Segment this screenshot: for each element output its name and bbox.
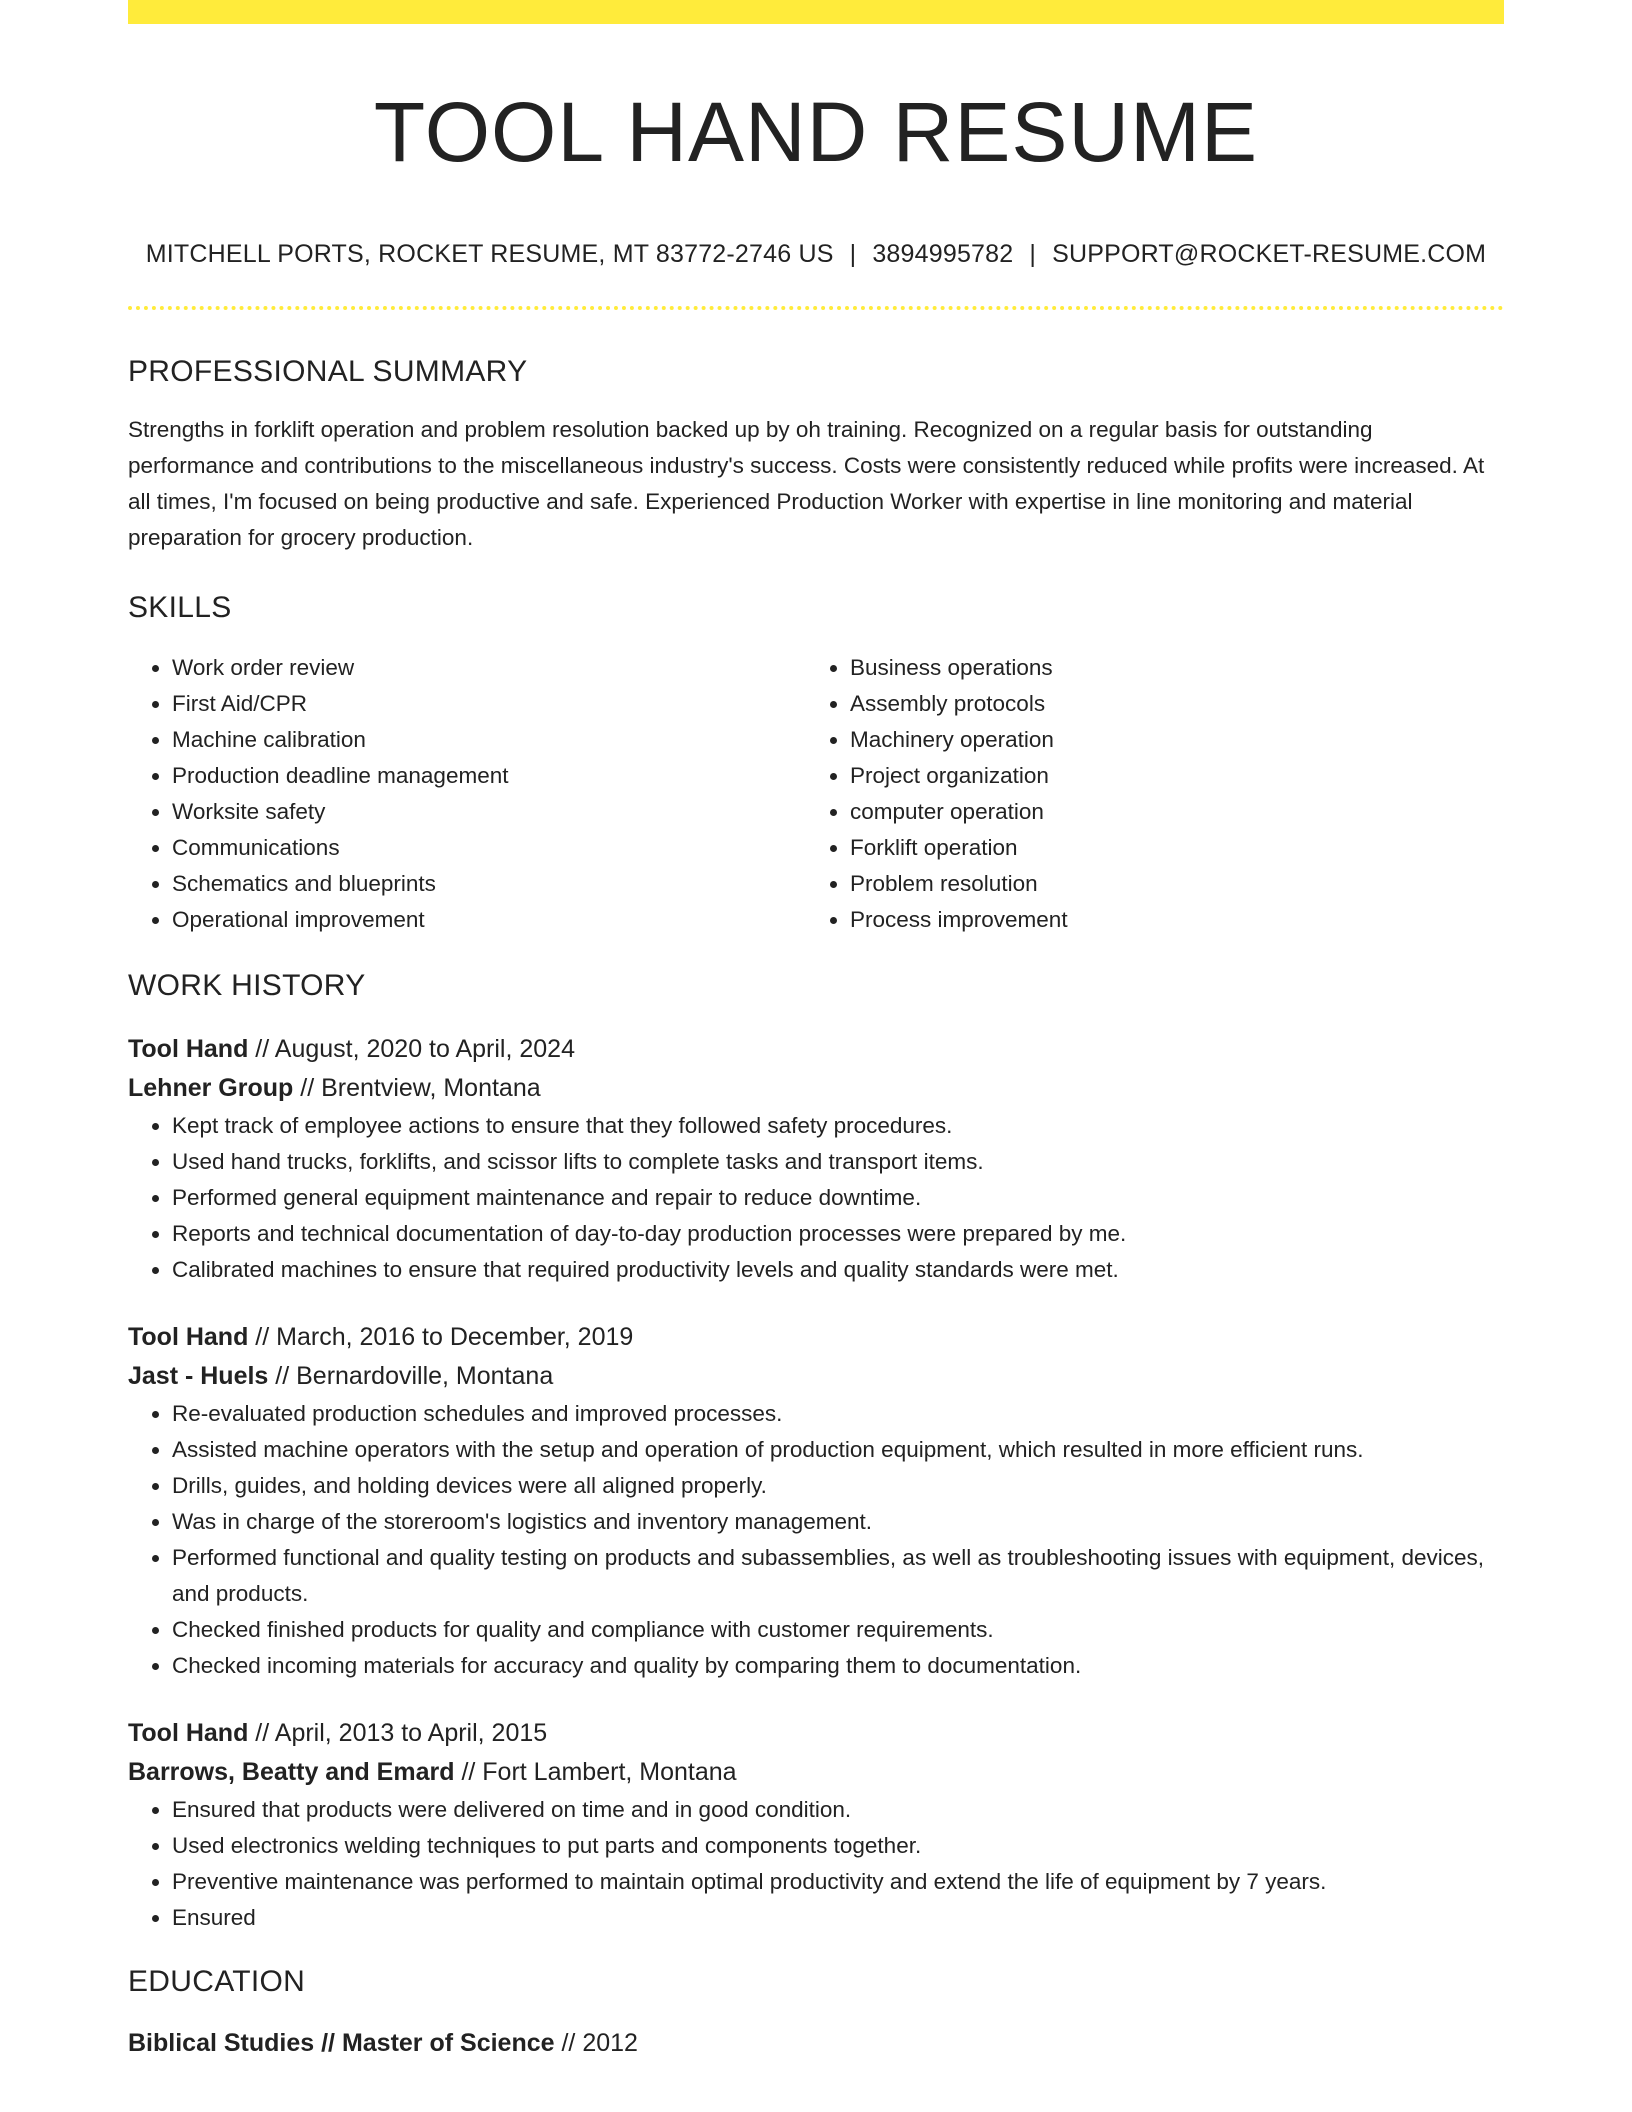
job-bullet: • Ensured that products were delivered on time and in good condition. bbox=[172, 1792, 1504, 1828]
skill-item: • Work order review bbox=[172, 650, 806, 686]
skill-item: • Communications bbox=[172, 830, 806, 866]
job-company: Jast - Huels bbox=[128, 1362, 269, 1390]
job-bullets bbox=[128, 1792, 1504, 1936]
job-bullet: • Was in charge of the storeroom's logistics and inventory management. bbox=[172, 1504, 1504, 1540]
skill-item: • Worksite safety bbox=[172, 794, 806, 830]
job-bullets bbox=[128, 1108, 1504, 1288]
job-bullet: • Performed functional and quality testing on products and subassemblies, as well as troubleshooting issues with equipment, devices, and products. bbox=[172, 1540, 1504, 1612]
skill-item: • computer operation bbox=[850, 794, 1484, 830]
job-company: Lehner Group bbox=[128, 1074, 294, 1102]
job-company-line bbox=[128, 1069, 1504, 1108]
contact-address: MITCHELL PORTS, ROCKET RESUME, MT 83772-2746 US bbox=[145, 240, 834, 268]
contact-line bbox=[128, 238, 1504, 270]
job-role-line bbox=[128, 1318, 1504, 1357]
skill-item: • Machine calibration bbox=[172, 722, 806, 758]
job-dates: // April, 2013 to April, 2015 bbox=[248, 1719, 548, 1747]
job-role-line bbox=[128, 1030, 1504, 1069]
skills-list-right bbox=[806, 650, 1484, 938]
skill-item: • Problem resolution bbox=[850, 866, 1484, 902]
skill-item: • Project organization bbox=[850, 758, 1484, 794]
resume-title: TOOL HAND RESUME bbox=[373, 85, 1259, 179]
job-role: Tool Hand bbox=[128, 1719, 249, 1747]
job-role: Tool Hand bbox=[128, 1323, 249, 1351]
job-role-line bbox=[128, 1714, 1504, 1753]
job-bullet: • Reports and technical documentation of day-to-day production processes were prepared by me. bbox=[172, 1216, 1504, 1252]
job-dates: // March, 2016 to December, 2019 bbox=[248, 1323, 634, 1351]
skill-item: • Process improvement bbox=[850, 902, 1484, 938]
job-bullet: • Preventive maintenance was performed to maintain optimal productivity and extend the life of equipment by 7 years. bbox=[172, 1864, 1504, 1900]
job-company-line bbox=[128, 1753, 1504, 1792]
skill-item: • Operational improvement bbox=[172, 902, 806, 938]
job-bullet: • Kept track of employee actions to ensure that they followed safety procedures. bbox=[172, 1108, 1504, 1144]
skill-item: • Machinery operation bbox=[850, 722, 1484, 758]
resume-page bbox=[128, 0, 1504, 2063]
work-history-section-title: WORK HISTORY bbox=[128, 969, 366, 1002]
job-bullet: • Drills, guides, and holding devices were all aligned properly. bbox=[172, 1468, 1504, 1504]
skill-item: • Business operations bbox=[850, 650, 1484, 686]
job-location: // Fort Lambert, Montana bbox=[454, 1758, 737, 1786]
education-year: // 2012 bbox=[554, 2029, 638, 2057]
skills-section-title: SKILLS bbox=[128, 591, 232, 624]
skills-list-left bbox=[128, 650, 806, 938]
job-company-line bbox=[128, 1357, 1504, 1396]
skills-grid bbox=[128, 650, 1504, 938]
education-section-title: EDUCATION bbox=[128, 1965, 306, 1998]
skill-item: • Forklift operation bbox=[850, 830, 1484, 866]
job-bullet: • Re-evaluated production schedules and improved processes. bbox=[172, 1396, 1504, 1432]
dotted-divider bbox=[128, 306, 1504, 310]
summary-section-title: PROFESSIONAL SUMMARY bbox=[128, 355, 528, 388]
contact-email: SUPPORT@ROCKET-RESUME.COM bbox=[1052, 240, 1487, 268]
skill-item: • First Aid/CPR bbox=[172, 686, 806, 722]
skill-item: • Production deadline management bbox=[172, 758, 806, 794]
skill-item: • Assembly protocols bbox=[850, 686, 1484, 722]
education-line bbox=[128, 2024, 1504, 2063]
job-bullet: • Checked incoming materials for accuracy and quality by comparing them to documentation. bbox=[172, 1648, 1504, 1684]
job-role: Tool Hand bbox=[128, 1035, 249, 1063]
job-location: // Brentview, Montana bbox=[293, 1074, 541, 1102]
job-bullet: • Checked finished products for quality and compliance with customer requirements. bbox=[172, 1612, 1504, 1648]
contact-separator: | bbox=[1029, 240, 1037, 268]
job-location: // Bernardoville, Montana bbox=[268, 1362, 554, 1390]
job-dates: // August, 2020 to April, 2024 bbox=[248, 1035, 575, 1063]
contact-phone: 3894995782 bbox=[872, 240, 1014, 268]
summary-text: Strengths in forklift operation and problem resolution backed up by oh training. Recognized on a regular basis for outstanding performance and contributions to the miscellaneous industry's success. Costs were consistently reduced while profits were increased. At all times, I'm focused on being productive and safe. Experienced Production Worker with expertise in line monitoring and material preparation for grocery production. bbox=[128, 417, 1485, 550]
top-accent-bar bbox=[128, 0, 1504, 24]
education-degree: Biblical Studies // Master of Science bbox=[128, 2029, 555, 2057]
job-company: Barrows, Beatty and Emard bbox=[128, 1758, 455, 1786]
job-bullet: • Used hand trucks, forklifts, and scissor lifts to complete tasks and transport items. bbox=[172, 1144, 1504, 1180]
job-bullet: • Assisted machine operators with the setup and operation of production equipment, which resulted in more efficient runs. bbox=[172, 1432, 1504, 1468]
skill-item: • Schematics and blueprints bbox=[172, 866, 806, 902]
contact-separator: | bbox=[849, 240, 857, 268]
job-bullet: • Ensured bbox=[172, 1900, 1504, 1936]
job-bullets bbox=[128, 1396, 1504, 1684]
job-bullet: • Used electronics welding techniques to put parts and components together. bbox=[172, 1828, 1504, 1864]
job-bullet: • Performed general equipment maintenance and repair to reduce downtime. bbox=[172, 1180, 1504, 1216]
job-bullet: • Calibrated machines to ensure that required productivity levels and quality standards were met. bbox=[172, 1252, 1504, 1288]
